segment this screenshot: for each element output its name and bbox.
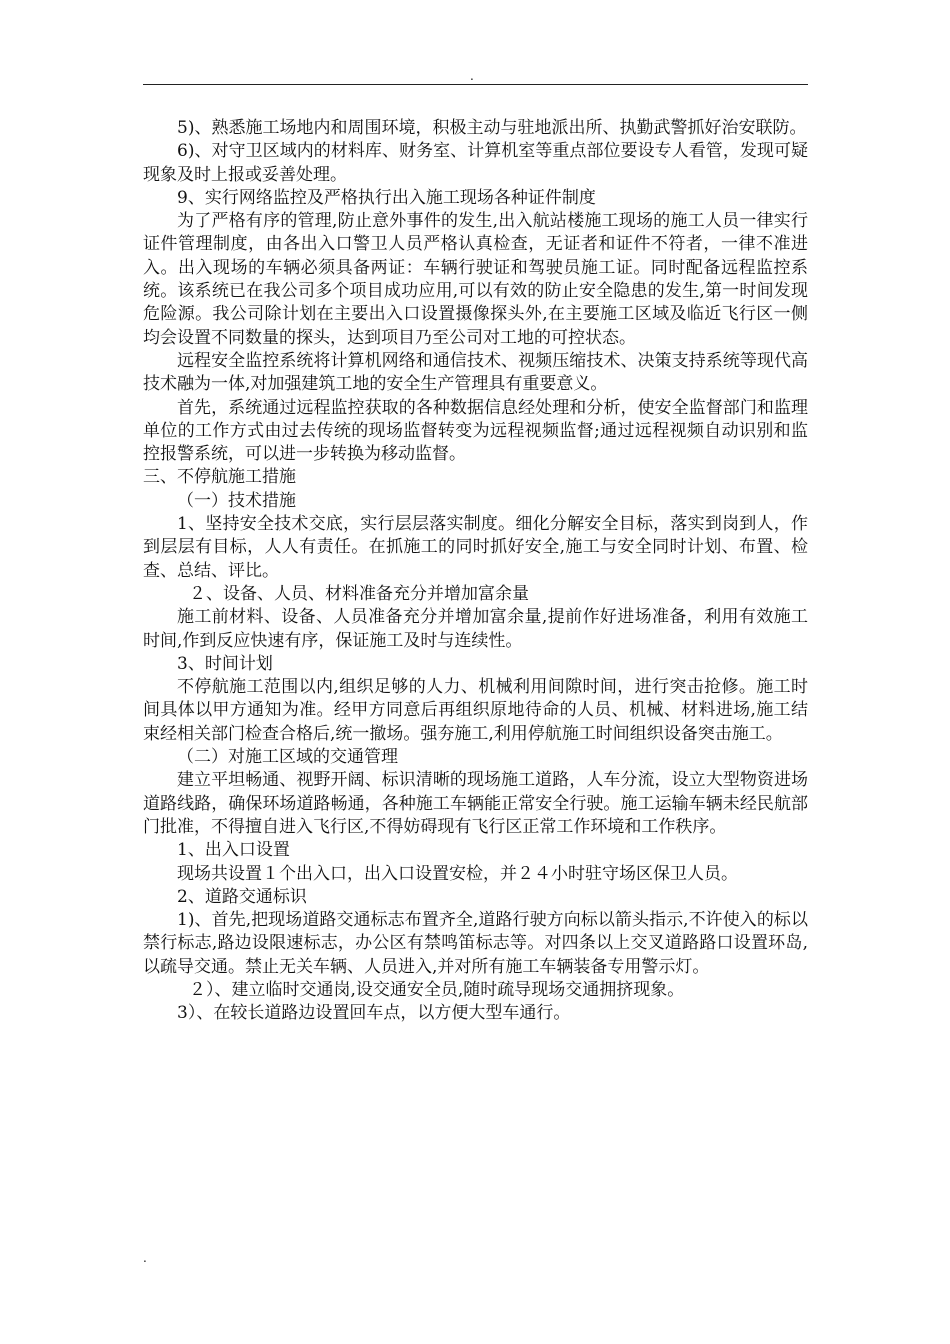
header-dot: . (470, 69, 474, 83)
header-rule (143, 84, 808, 85)
paragraph-6: 首先，系统通过远程监控获取的各种数据信息经处理和分析，使安全监督部门和监理单位的工作方式由过去传统的现场监督转变为远程视频监督;通过远程视频自动识别和监控报警系统，可以进一步转换为移动监督。 (143, 397, 808, 465)
paragraph-16: 1、出入口设置 (177, 840, 290, 861)
paragraph-18: 2、道路交通标识 (177, 886, 307, 907)
paragraph-3: 9、实行网络监控及严格执行出入施工现场各种证件制度 (177, 187, 596, 208)
footer-dot: . (143, 1251, 147, 1265)
paragraph-10: ２、设备、人员、材料准备充分并增加富余量 (189, 583, 529, 604)
paragraph-12: 3、时间计划 (177, 653, 273, 674)
paragraph-21: 3）、在较长道路边设置回车点，以方便大型车通行。 (177, 1003, 571, 1024)
paragraph-11: 施工前材料、设备、人员准备充分并增加富余量,提前作好进场准备，利用有效施工时间,作到反应快速有序，保证施工及时与连续性。 (143, 607, 808, 651)
paragraph-15: 建立平坦畅通、视野开阔、标识清晰的现场施工道路，人车分流，设立大型物资进场道路线路，确保环场道路畅通，各种施工车辆能正常安全行驶。施工运输车辆未经民航部门批准，不得擅自进入飞行区,不得妨碍现有飞行区正常工作环境和工作秩序。 (143, 770, 808, 837)
subsection-heading-2: （二）对施工区域的交通管理 (177, 747, 398, 768)
section-heading: 三、不停航施工措施 (143, 467, 296, 488)
paragraph-20: ２）、建立临时交通岗,设交通安全员,随时疏导现场交通拥挤现象。 (189, 979, 685, 1000)
paragraph-2: 6)、对守卫区域内的材料库、财务室、计算机室等重点部位要设专人看管，发现可疑现象及时上报或妥善处理。 (143, 141, 808, 185)
paragraph-17: 现场共设置１个出入口，出入口设置安检，并２４小时驻守场区保卫人员。 (177, 863, 738, 884)
subsection-heading-1: （一）技术措施 (177, 490, 296, 511)
paragraph-4: 为了严格有序的管理,防止意外事件的发生,出入航站楼施工现场的施工人员一律实行证件管理制度，由各出入口警卫人员严格认真检查，无证者和证件不符者，一律不准进入。出入现场的车辆必须具备两证：车辆行驶证和驾驶员施工证。同时配备远程监控系统。该系统已在我公司多个项目成功应用,可以有效的防止安全隐患的发生,第一时间发现危险源。我公司除计划在主要出入口设置摄像探头外,在主要施工区域及临近飞行区一侧均会设置不同数量的探头，达到项目乃至公司对工地的可控状态。 (143, 211, 808, 348)
paragraph-9: 1、坚持安全技术交底，实行层层落实制度。细化分解安全目标，落实到岗到人，作到层层有目标，人人有责任。在抓施工的同时抓好安全,施工与安全同时计划、布置、检查、总结、评比。 (143, 514, 808, 581)
paragraph-1: 5)、熟悉施工场地内和周围环境，积极主动与驻地派出所、执勤武警抓好治安联防。 (177, 118, 807, 138)
paragraph-19: 1)、首先,把现场道路交通标志布置齐全,道路行驶方向标以箭头指示,不许使入的标以禁行标志,路边设限速标志，办公区有禁鸣笛标志等。对四条以上交叉道路路口设置环岛,以疏导交通。禁止无关车辆、人员进入,并对所有施工车辆装备专用警示灯。 (143, 910, 808, 977)
document-body (143, 117, 808, 1026)
paragraph-13: 不停航施工范围以内,组织足够的人力、机械利用间隙时间，进行突击抢修。施工时间具体以甲方通知为准。经甲方同意后再组织原地待命的人员、机械、材料进场,施工结束经相关部门检查合格后,统一撤场。强夯施工,利用停航施工时间组织设备突击施工。 (143, 677, 808, 744)
paragraph-5: 远程安全监控系统将计算机网络和通信技术、视频压缩技术、决策支持系统等现代高技术融为一体,对加强建筑工地的安全生产管理具有重要意义。 (143, 350, 808, 395)
